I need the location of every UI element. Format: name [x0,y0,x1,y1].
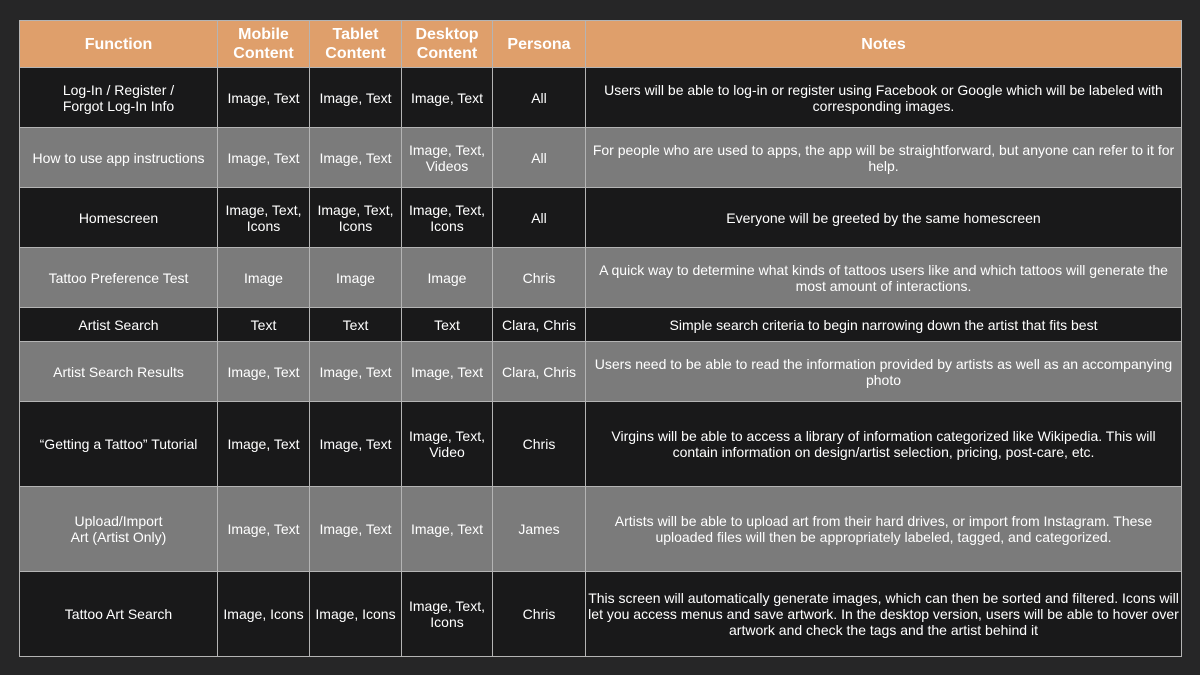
cell-tablet: Image [310,248,402,308]
header-persona: Persona [493,21,586,68]
table-row [20,128,1182,188]
cell-function: Artist Search [20,308,218,342]
cell-persona: James [493,487,586,572]
cell-notes: Simple search criteria to begin narrowing down the artist that fits best [586,308,1182,342]
cell-tablet: Text [310,308,402,342]
header-mobile-content: Mobile Content [218,21,310,68]
table-row [20,248,1182,308]
table-row [20,402,1182,487]
cell-persona: Chris [493,402,586,487]
cell-desktop: Image, Text [402,68,493,128]
cell-mobile: Image, Text [218,128,310,188]
cell-desktop: Image, Text [402,487,493,572]
cell-tablet: Image, Text [310,402,402,487]
cell-function: Upload/Import Art (Artist Only) [20,487,218,572]
cell-mobile: Image, Text [218,402,310,487]
cell-mobile: Image, Text [218,487,310,572]
cell-desktop: Image [402,248,493,308]
table-row [20,572,1182,657]
cell-notes: This screen will automatically generate images, which can then be sorted and filtered. Icons will let you access menus and save artwork. In the desktop version, users will be able to hover over artwork and check the tags and the artist behind it [586,572,1182,657]
cell-desktop: Image, Text, Icons [402,188,493,248]
function-content-table [19,20,1182,657]
cell-notes: Artists will be able to upload art from their hard drives, or import from Instagram. These uploaded files will then be appropriately labeled, tagged, and categorized. [586,487,1182,572]
cell-persona: Clara, Chris [493,308,586,342]
cell-notes: For people who are used to apps, the app will be straightforward, but anyone can refer to it for help. [586,128,1182,188]
cell-desktop: Image, Text, Videos [402,128,493,188]
cell-tablet: Image, Text, Icons [310,188,402,248]
cell-desktop: Image, Text, Video [402,402,493,487]
table-row [20,68,1182,128]
cell-function: Tattoo Art Search [20,572,218,657]
cell-mobile: Image [218,248,310,308]
cell-tablet: Image, Text [310,128,402,188]
header-notes: Notes [586,21,1182,68]
cell-mobile: Image, Icons [218,572,310,657]
cell-desktop: Image, Text, Icons [402,572,493,657]
cell-mobile: Image, Text, Icons [218,188,310,248]
cell-persona: All [493,128,586,188]
table-row [20,188,1182,248]
header-row [20,21,1182,68]
cell-persona: All [493,68,586,128]
header-function: Function [20,21,218,68]
cell-function: “Getting a Tattoo” Tutorial [20,402,218,487]
header-desktop-content: Desktop Content [402,21,493,68]
cell-persona: Clara, Chris [493,342,586,402]
cell-notes: Virgins will be able to access a library of information categorized like Wikipedia. This will contain information on design/artist selection, pricing, post-care, etc. [586,402,1182,487]
cell-mobile: Image, Text [218,68,310,128]
cell-notes: Everyone will be greeted by the same homescreen [586,188,1182,248]
cell-notes: A quick way to determine what kinds of tattoos users like and which tattoos will generate the most amount of interactions. [586,248,1182,308]
table-row [20,342,1182,402]
cell-function: How to use app instructions [20,128,218,188]
cell-notes: Users need to be able to read the information provided by artists as well as an accompanying photo [586,342,1182,402]
cell-desktop: Text [402,308,493,342]
cell-notes: Users will be able to log-in or register using Facebook or Google which will be labeled with corresponding images. [586,68,1182,128]
cell-function: Log-In / Register / Forgot Log-In Info [20,68,218,128]
cell-mobile: Text [218,308,310,342]
cell-function: Homescreen [20,188,218,248]
cell-tablet: Image, Text [310,487,402,572]
cell-desktop: Image, Text [402,342,493,402]
cell-persona: Chris [493,248,586,308]
cell-function: Tattoo Preference Test [20,248,218,308]
cell-persona: All [493,188,586,248]
cell-tablet: Image, Text [310,342,402,402]
cell-function: Artist Search Results [20,342,218,402]
table-row [20,487,1182,572]
cell-mobile: Image, Text [218,342,310,402]
table-row [20,308,1182,342]
header-tablet-content: Tablet Content [310,21,402,68]
cell-tablet: Image, Icons [310,572,402,657]
cell-tablet: Image, Text [310,68,402,128]
cell-persona: Chris [493,572,586,657]
